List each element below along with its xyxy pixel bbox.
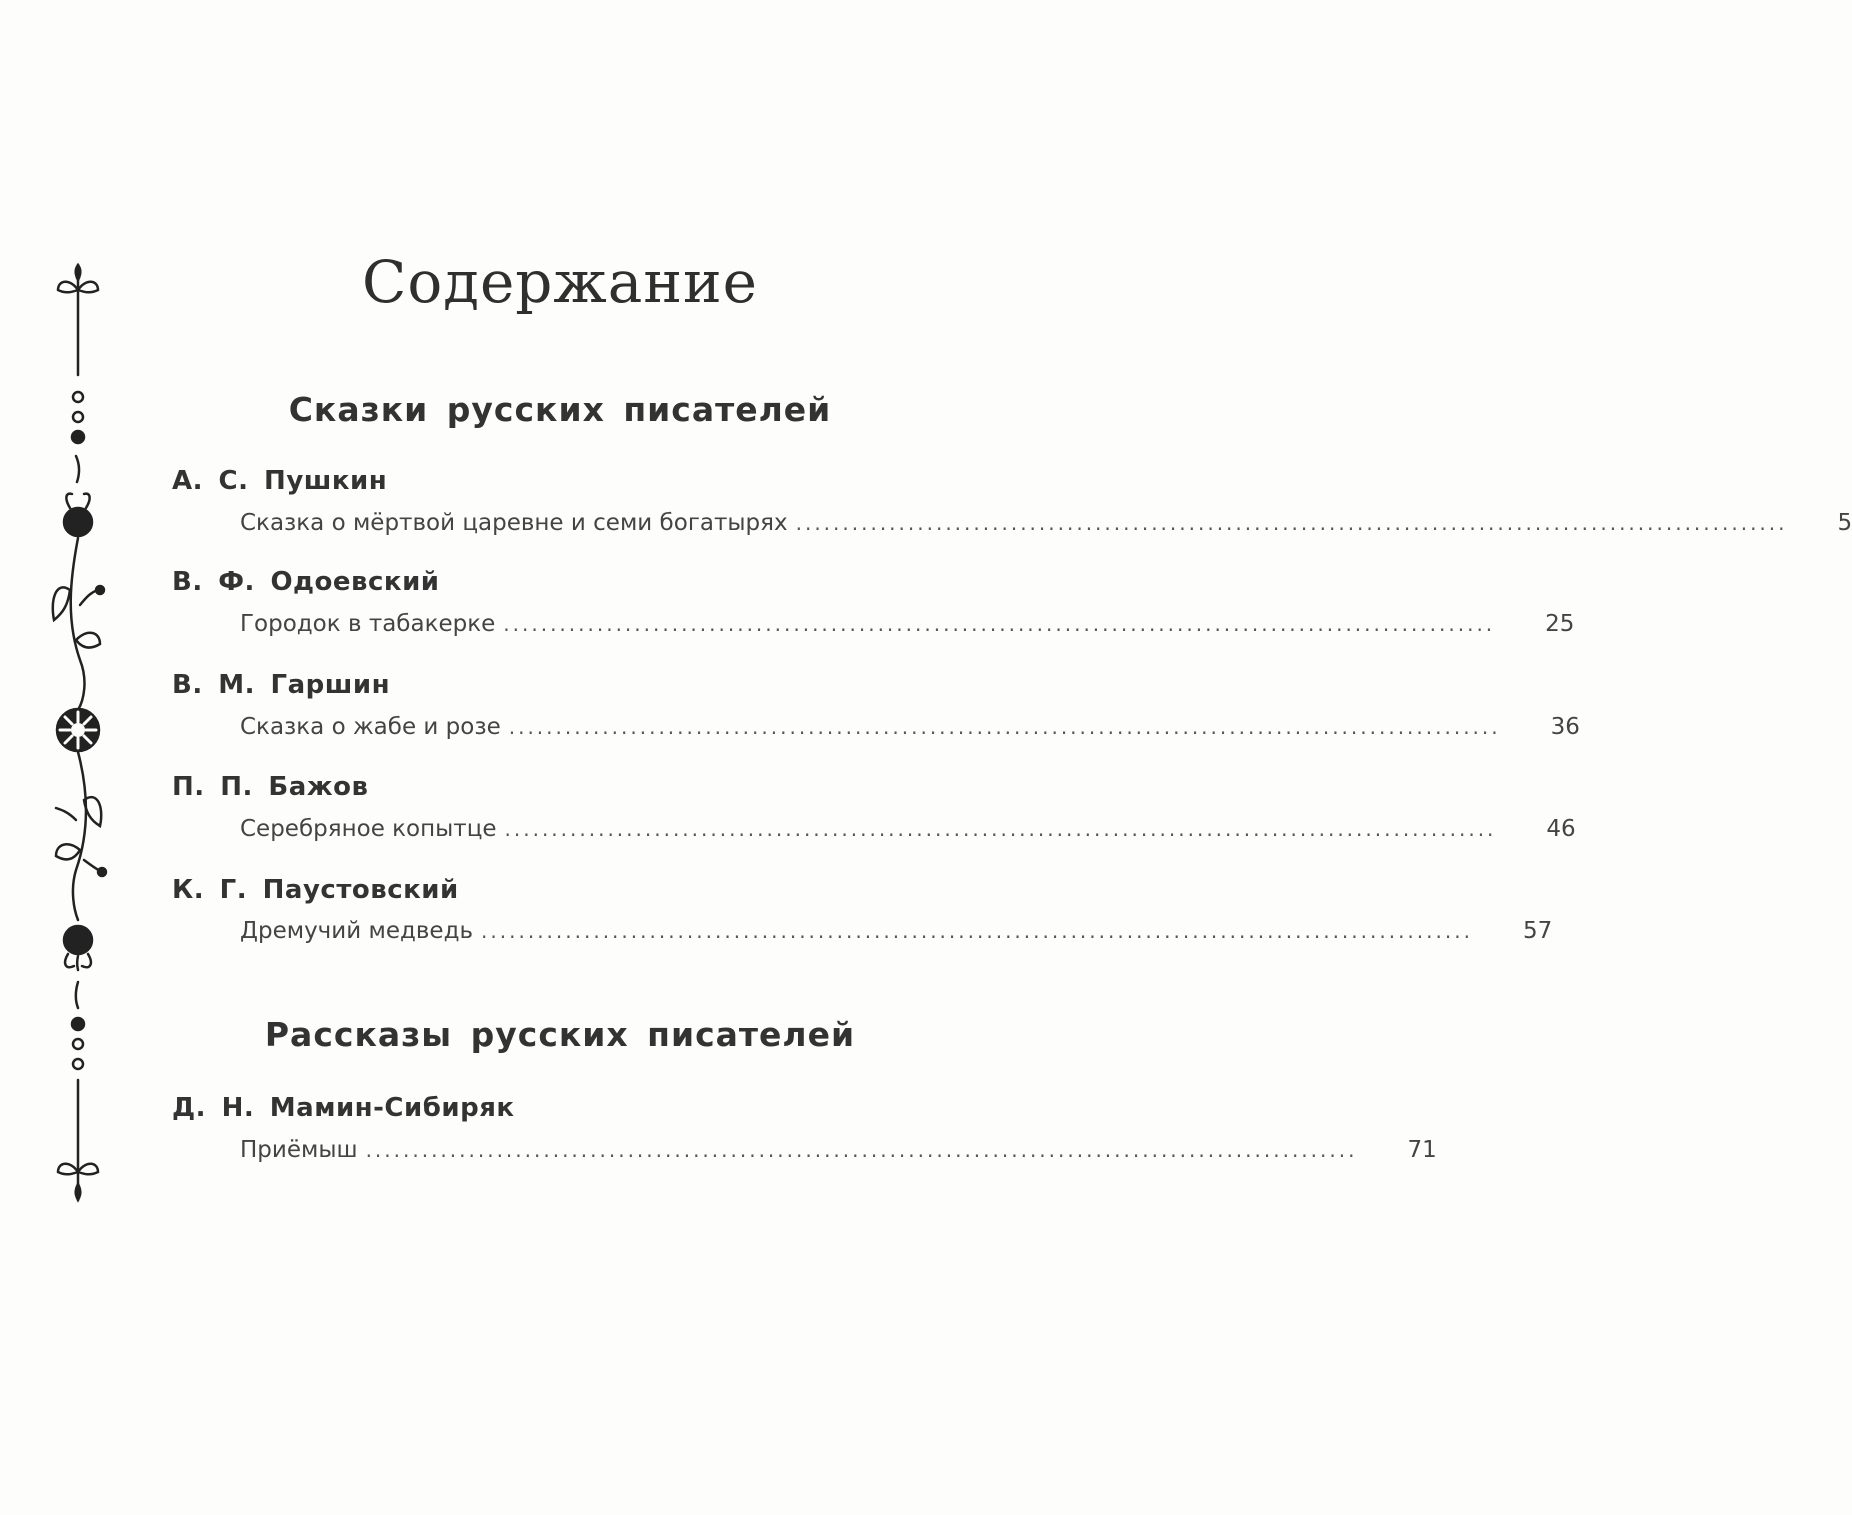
leader-dots: .......................................................................................................... xyxy=(503,612,1496,636)
section-heading-tales: Сказки русских писателей xyxy=(288,390,832,429)
story-title: Дремучий медведь xyxy=(240,918,474,944)
toc-entry[interactable] xyxy=(240,714,1580,748)
story-title: Приёмыш xyxy=(240,1137,358,1163)
toc-entry[interactable] xyxy=(240,611,1575,645)
toc-entry[interactable] xyxy=(240,918,1553,952)
author-mamin-sibiryak: Д. Н. Мамин-Сибиряк xyxy=(172,1093,515,1123)
page-number: 36 xyxy=(1550,714,1580,740)
page-number: 25 xyxy=(1545,611,1575,637)
page-number: 57 xyxy=(1522,918,1553,944)
toc-entry[interactable] xyxy=(240,816,1576,850)
page-title: Содержание xyxy=(361,248,759,316)
author-bazhov: П. П. Бажов xyxy=(172,772,369,802)
floral-vine-icon xyxy=(40,260,120,1210)
leader-dots: .......................................................................................................... xyxy=(504,817,1497,841)
story-title: Городок в табакерке xyxy=(240,611,496,637)
toc-entry[interactable] xyxy=(240,510,1852,544)
author-pushkin: А. С. Пушкин xyxy=(172,466,388,496)
author-odoevsky: В. Ф. Одоевский xyxy=(172,567,440,597)
page-number: 46 xyxy=(1546,816,1576,842)
toc-entry[interactable] xyxy=(240,1137,1437,1171)
leader-dots: .......................................................................................................... xyxy=(481,919,1473,943)
story-title: Серебряное копытце xyxy=(240,816,497,842)
story-title: Сказка о жабе и розе xyxy=(240,714,501,740)
author-paustovsky: К. Г. Паустовский xyxy=(172,875,459,905)
leader-dots: .......................................................................................................... xyxy=(365,1138,1358,1162)
author-garshin: В. М. Гаршин xyxy=(172,670,391,700)
leader-dots: .......................................................................................................... xyxy=(795,511,1788,535)
story-title: Сказка о мёртвой царевне и семи богатырях xyxy=(240,510,788,536)
leader-dots: .......................................................................................................... xyxy=(508,715,1501,739)
page-number: 71 xyxy=(1407,1137,1437,1163)
floral-vine-ornament xyxy=(40,260,120,1210)
page-number: 5 xyxy=(1837,510,1852,536)
section-heading-stories: Рассказы русских писателей xyxy=(264,1015,856,1054)
